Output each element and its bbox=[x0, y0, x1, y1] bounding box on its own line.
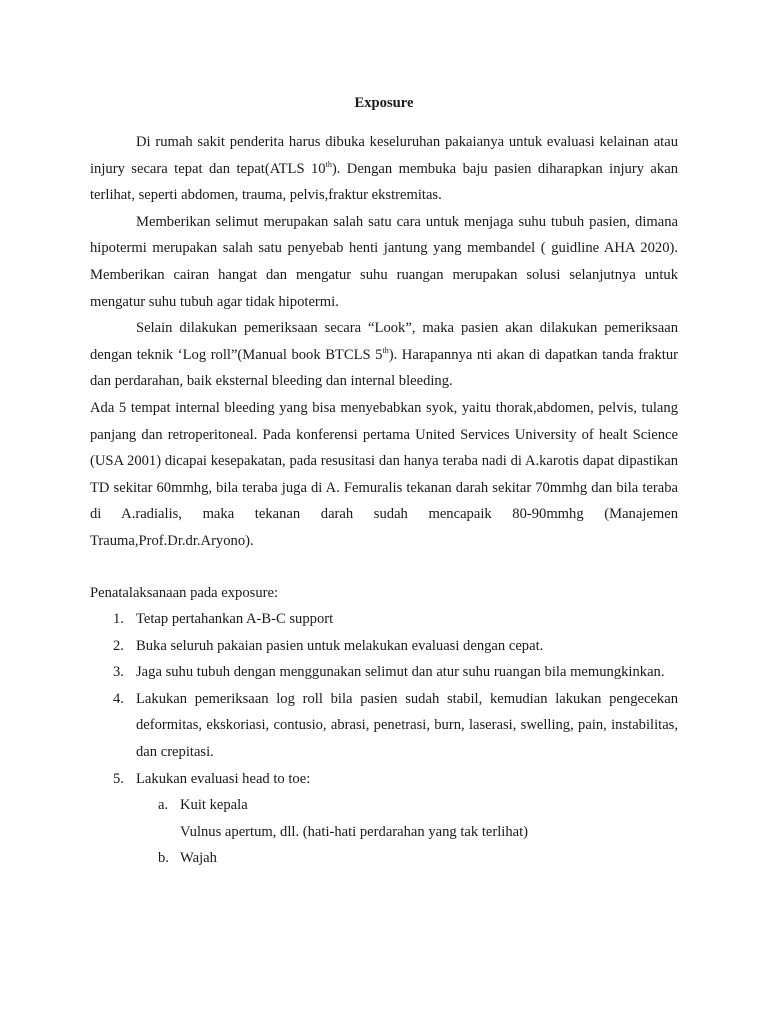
paragraph-text: ). Harapannya nti akan di dapatkan tanda fraktur dan perdarahan, baik eksternal bleeding dan internal bleeding. bbox=[90, 346, 678, 390]
sub-list-item bbox=[90, 845, 678, 872]
sub-list-letter: a. bbox=[158, 797, 169, 814]
list-number: 3. bbox=[113, 664, 124, 681]
list-item-text: Lakukan evaluasi head to toe: bbox=[136, 770, 311, 787]
blank-line bbox=[90, 555, 678, 580]
paragraph-text: Di rumah sakit penderita harus dibuka keseluruhan pakaianya untuk evaluasi kelainan atau injury secara tepat dan tepat(ATLS 10 bbox=[90, 134, 678, 177]
list-number: 4. bbox=[113, 690, 124, 707]
list-item bbox=[90, 659, 678, 686]
paragraph-hypothermia: Memberikan selimut merupakan salah satu cara untuk menjaga suhu tubuh pasien, dimana hipotermi merupakan salah satu penyebab henti jantung yang membandel ( guidline AHA 2020). Memberikan cairan hangat dan mengatur suhu ruangan merupakan solusi selanjutnya untuk mengatur suhu tubuh agar tidak hipotermi. bbox=[90, 213, 678, 310]
list-number: 2. bbox=[113, 637, 124, 654]
sub-list-letter: b. bbox=[158, 850, 169, 867]
list-item bbox=[90, 633, 678, 660]
document-title: Exposure bbox=[354, 95, 414, 111]
head-to-toe-sublist bbox=[90, 792, 678, 872]
paragraph-internal-bleeding: Ada 5 tempat internal bleeding yang bisa menyebabkan syok, yaitu thorak,abdomen, pelvis, tulang panjang dan retroperitoneal. Pada konferensi pertama United Services University of healt Science (USA 2001) dicapai kesepakatan, pada resusitasi dan hanya teraba nadi di A.karotis dapat dipastikan TD sekitar 60mmhg, bila teraba juga di A. Femuralis tekanan darah sekitar 70mmhg dan bila teraba di A.radialis, maka tekanan darah sudah mencapaik 80-90mmhg (Manajemen Trauma,Prof.Dr.dr.Aryono). bbox=[90, 399, 678, 549]
list-item-text: Tetap pertahankan A-B-C support bbox=[136, 611, 334, 628]
sub-list-item-text: Kuit kepala bbox=[180, 797, 248, 814]
document-page bbox=[90, 90, 678, 872]
list-item-text: Lakukan pemeriksaan log roll bila pasien sudah stabil, kemudian lakukan pengecekan deformitas, ekskoriasi, contusio, abrasi, penetrasi, burn, laserasi, swelling, pain, instabilitas, dan crepitasi. bbox=[136, 690, 678, 761]
list-item-text: Buka seluruh pakaian pasien untuk melakukan evaluasi dengan cepat. bbox=[136, 637, 544, 654]
superscript: th bbox=[382, 345, 389, 355]
list-item bbox=[90, 686, 678, 766]
paragraph-text: ). Dengan membuka baju pasien diharapkan injury akan terlihat, seperti abdomen, trauma, pelvis,fraktur ekstremitas. bbox=[90, 160, 678, 204]
list-item bbox=[90, 606, 678, 633]
paragraph-text: Selain dilakukan pemeriksaan secara “Look”, maka pasien akan dilakukan pemeriksaan dengan teknik ‘Log roll”(Manual book BTCLS 5 bbox=[90, 320, 678, 363]
paragraph-log-roll bbox=[90, 315, 678, 395]
superscript: th bbox=[325, 159, 332, 169]
list-heading: Penatalaksanaan pada exposure: bbox=[90, 584, 279, 601]
list-item-text: Jaga suhu tubuh dengan menggunakan selimut dan atur suhu ruangan bila memungkinkan. bbox=[136, 664, 665, 681]
management-steps-list bbox=[90, 606, 678, 792]
sub-list-item-text: Wajah bbox=[180, 850, 217, 867]
list-number: 5. bbox=[113, 770, 124, 787]
sub-list-item bbox=[90, 792, 678, 845]
list-number: 1. bbox=[113, 611, 124, 628]
list-item bbox=[90, 766, 678, 793]
paragraph-clothing-removal bbox=[90, 129, 678, 209]
sub-list-item-detail: Vulnus apertum, dll. (hati-hati perdarahan yang tak terlihat) bbox=[180, 823, 529, 840]
